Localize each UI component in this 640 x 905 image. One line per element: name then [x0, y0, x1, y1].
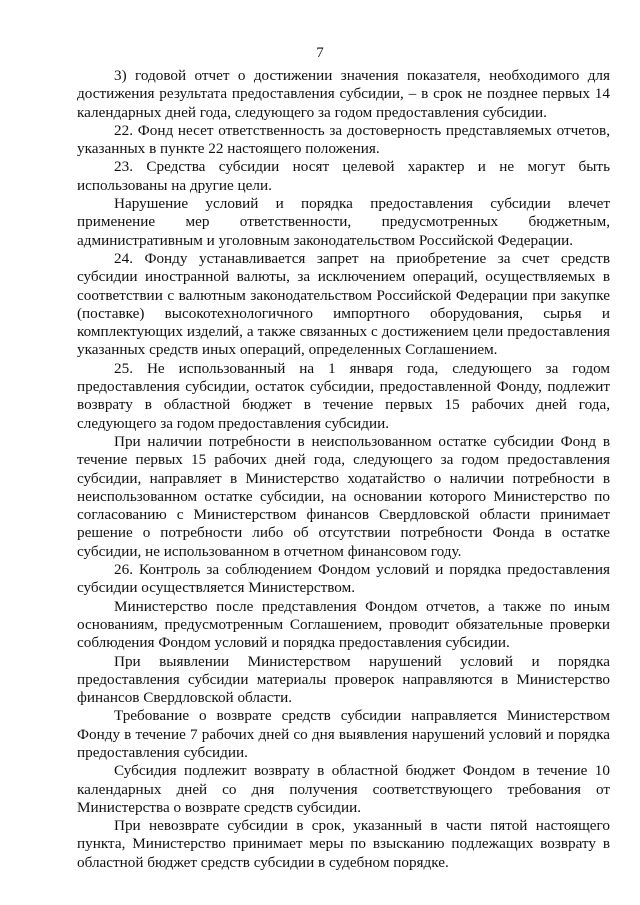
page-number: 7	[316, 45, 324, 61]
paragraph: При невозврате субсидии в срок, указанный в части пятой настоящего пункта, Министерство принимает меры по взысканию подлежащих возврату в областной бюджет средств субсидии в судебном порядке.	[77, 817, 610, 871]
paragraph: Министерство после представления Фондом отчетов, а также по иным основаниям, предусмотренным Соглашением, проводит обязательные проверки соблюдения Фондом условий и порядка предоставления субсидии.	[77, 597, 610, 652]
paragraph: Требование о возврате средств субсидии направляется Министерством Фонду в течение 7 рабочих дней со дня выявления нарушений условий и порядка предоставления субсидии.	[77, 707, 610, 761]
paragraph: При наличии потребности в неиспользованном остатке субсидии Фонд в течение первых 15 рабочих дней года, следующего за годом предоставления субсидии, направляет в Министерство ходатайство о наличии потребности в неиспользованном остатке субсидии, на основании которого Министерство по согласованию с Министерством финансов Свердловской области принимает решение о потребности либо об отсутствии потребности Фонда в остатке субсидии, не использованном в отчетном финансовом году.	[77, 432, 610, 560]
paragraph: 23. Средства субсидии носят целевой характер и не могут быть использованы на другие цели.	[77, 158, 610, 194]
document-body	[77, 67, 610, 872]
paragraph: Нарушение условий и порядка предоставления субсидии влечет применение мер ответственности, предусмотренных бюджетным, административным и уголовным законодательством Российской Федерации.	[77, 195, 610, 249]
paragraph: 24. Фонду устанавливается запрет на приобретение за счет средств субсидии иностранной валюты, за исключением операций, осуществляемых в соответствии с валютным законодательством Российской Федерации при закупке (поставке) высокотехнологичного импортного оборудования, сырья и комплектующих изделий, а также связанных с достижением цели предоставления указанных средств иных операций, определенных Соглашением.	[77, 249, 610, 359]
paragraph: 22. Фонд несет ответственность за достоверность представляемых отчетов, указанных в пункте 22 настоящего положения.	[77, 121, 610, 158]
paragraph: 25. Не использованный на 1 января года, следующего за годом предоставления субсидии, остаток субсидии, предоставленной Фонду, подлежит возврату в областной бюджет в течение первых 15 рабочих дней года, следующего за годом предоставления субсидии.	[77, 359, 610, 432]
paragraph: Субсидия подлежит возврату в областной бюджет Фондом в течение 10 календарных дней со дня получения соответствующего требования от Министерства о возврате средств субсидии.	[77, 762, 610, 816]
paragraph: 3) годовой отчет о достижении значения показателя, необходимого для достижения результата предоставления субсидии, – в срок не позднее первых 14 календарных дней года, следующего за годом предоставления субсидии.	[77, 67, 610, 121]
paragraph: 26. Контроль за соблюдением Фондом условий и порядка предоставления субсидии осуществляется Министерством.	[77, 561, 610, 597]
paragraph: При выявлении Министерством нарушений условий и порядка предоставления субсидии материалы проверок направляются в Министерство финансов Свердловской области.	[77, 652, 610, 707]
